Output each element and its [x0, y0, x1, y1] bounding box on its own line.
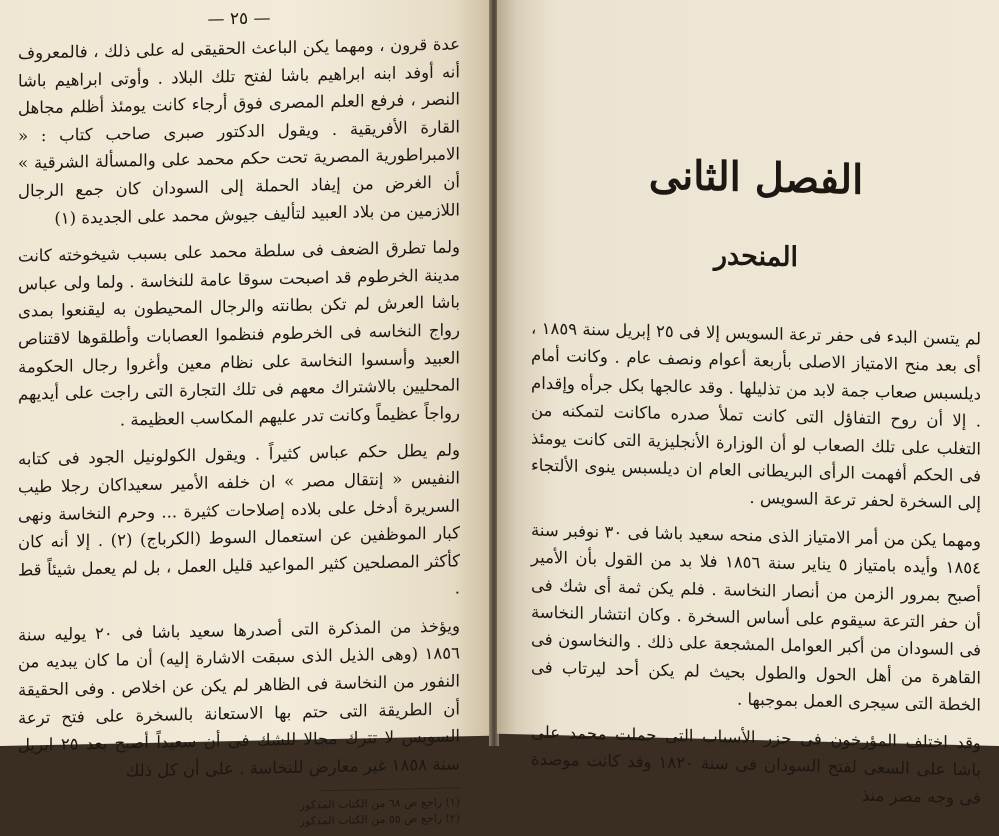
- footnote-rule: [320, 788, 460, 792]
- left-paragraph-4: ويؤخذ من المذكرة التى أصدرها سعيد باشا فى ٢٠ يوليه سنة ١٨٥٦ (وهى الذيل الذى سبقت الاشارة إليه) أن ما كان يبديه من النفور من النخاسة فى الظاهر لم يكن عن اخلاص . وفى الحقيقة أن الطريقة التى حتم بها الاستعانة بالسخرة على فتح ترعة السويس لا تترك مجالا للشك فى أن سعيداً أصبح بعد ٢٥ ابريل سنة ١٨٥٨ غير معارض للنخاسة . على أن كل ذلك: [18, 616, 460, 781]
- chapter-title: الفصل الثانى: [648, 151, 864, 204]
- left-page: [0, 0, 490, 829]
- right-paragraph-1: لم يتسن البدء فى حفر ترعة السويس إلا فى ٢٥ إبريل سنة ١٨٥٩ ، أى بعد منح الامتياز الاصلى بأربعة أعوام ونصف عام . وكانت أمام ديلسبس صعاب جمة لابد من تذليلها . وقد عالجها بكل جرأه وإقدام . إلا أن روح التفاؤل التى كانت تملأ صدره ماكانت لتمكنه من التغلب على تلك الصعاب لو أن الوزارة الأنجليزية التى كانت يومئذ فى الحكم أفهمت الرأى البريطانى العام ان ديلسبس ينوى الألتجاء إلى السخرة لحفر ترعة السويس .: [531, 318, 981, 513]
- page-number: — ٢٥ —: [207, 8, 271, 30]
- left-paragraph-2: ولما تطرق الضعف فى سلطة محمد على بسبب شيخوخته كانت مدينة الخرطوم قد اصبحت سوقا عامة للنخاسة . ولما ولى عباس باشا العرش لم تكن بطانته والرجال المحيطون به ليقنعوا بمدى رواج النخاسه فى الخرطوم فنظموا العصابات وأطلقوها لاقتناص العبيد وأسسوا النخاسة على نظام معين وأغروا رجال الحكومة المحليين بالاشتراك معهم فى تلك التجارة التى راجت على أيديهم رواجاً عظيماً وكانت تدر عليهم المكاسب العظيمة .: [18, 237, 460, 430]
- right-body: [531, 315, 981, 812]
- right-paragraph-2: ومهما يكن من أمر الامتياز الذى منحه سعيد باشا فى ٣٠ نوفبر سنة ١٨٥٤ وأيده بامتياز ٥ يناير سنة ١٨٥٦ فلا بد من القول بأن الأمير أصبح بمرور الزمن من أنصار النخاسة . فلم يكن ثمة أى شك فى أن حفر الترعة سيقوم على أساس السخرة . وكان انتشار النخاسة فى السودان من أكبر العوامل المشجعة على ذلك . والنخاسون فى القاهرة من أهل الحول والطول بحيث لم يكن أحد ليرتاب فى الخطة التى سيجرى العمل بموجبها .: [531, 520, 981, 715]
- right-page: [497, 0, 999, 808]
- section-title: المنحدر: [713, 240, 799, 274]
- left-paragraph-1: عدة قرون ، ومهما يكن الباعث الحقيقى له على ذلك ، فالمعروف أنه أوفد ابنه ابراهيم باشا لفتح تلك البلاد . وأوتى ابراهيم باشا النصر ، فرفع العلم المصرى فوق أرجاء كانت يومئذ أظلم مجاهل القارة الأفريقية . ويقول الدكتور صبرى صاحب كتاب : « الامبراطورية المصرية تحت حكم محمد على والمسألة الشرقية » أن الغرض من إيفاد الحملة إلى السودان كان جمع الرجال اللازمين من بلاد العبيد لتأليف جيوش محمد على الجديدة (١): [18, 34, 460, 228]
- footnote-1: (١) راجع ص ٦٨ من الكتاب المذكور: [299, 795, 460, 813]
- left-paragraph-3: ولم يطل حكم عباس كثيراً . ويقول الكولونيل الجود فى كتابه النفيس « إنتقال مصر » ان خلفه الأمير سعيداكان رجلا طيب السريرة أدخل على بلاده إصلاحات كثيرة ... وحرم النخاسة ونهى كبار الموظفين عن استعمال السوط (الكرباج) (٢) . إلا أنه كان كأكثر المصلحين كثير المواعيد قليل العمل ، بل لم يعمل شيئاً قط .: [18, 440, 460, 598]
- footnote-2: (٢) راجع ص ٥٥ من الكتاب المذكور: [299, 811, 460, 829]
- right-paragraph-3: وقد اختلف المؤرخون فى حزر الأسباب التى حملت محمد على باشا على السعى لفتح السودان فى سنة ١٨٢٠ وقد كانت موصدة فى وجه مصر منذ: [531, 722, 981, 808]
